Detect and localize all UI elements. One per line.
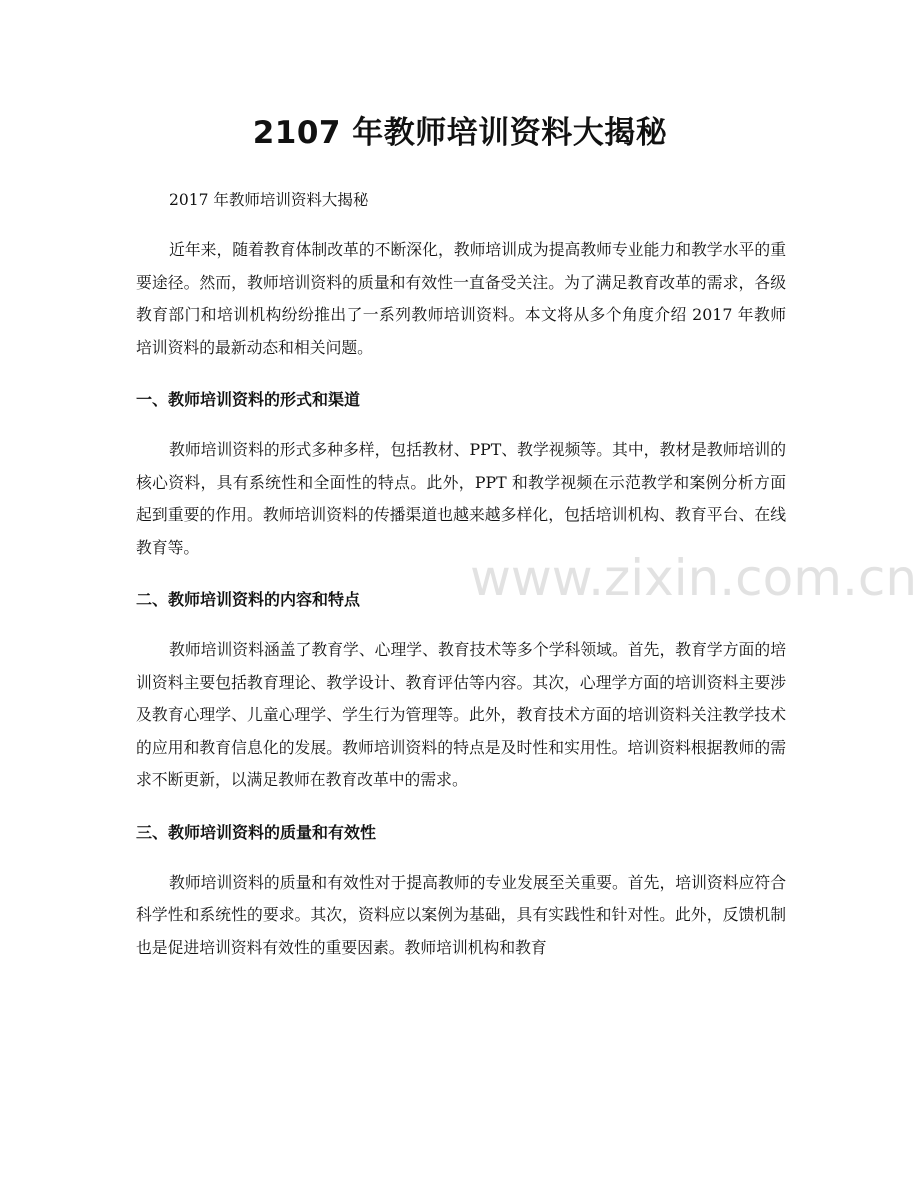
- intro-paragraph: 近年来，随着教育体制改革的不断深化，教师培训成为提高教师专业能力和教学水平的重要途径。然而，教师培训资料的质量和有效性一直备受关注。为了满足教育改革的需求，各级教育部门和培训机构纷纷推出了一系列教师培训资料。本文将从多个角度介绍 2017 年教师培训资料的最新动态和相关问题。: [136, 240, 786, 357]
- section-heading-quality-effectiveness: 三、教师培训资料的质量和有效性: [136, 822, 377, 842]
- section-body-content-features: 教师培训资料涵盖了教育学、心理学、教育技术等多个学科领域。首先，教育学方面的培训资料主要包括教育理论、教学设计、教育评估等内容。其次，心理学方面的培训资料主要涉及教育心理学、儿童心理学、学生行为管理等。此外，教育技术方面的培训资料关注教学技术的应用和教育信息化的发展。教师培训资料的特点是及时性和实用性。培训资料根据教师的需求不断更新，以满足教师在教育改革中的需求。: [136, 640, 786, 789]
- section-heading-content-features: 二、教师培训资料的内容和特点: [136, 590, 361, 609]
- watermark: www.zixin.com.cn: [470, 549, 918, 607]
- document-body: [136, 180, 786, 964]
- section-heading-form-channels: 一、教师培训资料的形式和渠道: [136, 390, 361, 409]
- document-title: 2107 年教师培训资料大揭秘: [252, 115, 668, 151]
- section-body-quality-effectiveness: 教师培训资料的质量和有效性对于提高教师的专业发展至关重要。首先，培训资料应符合科学性和系统性的要求。其次，资料应以案例为基础，具有实践性和针对性。此外，反馈机制也是促进培训资料有效性的重要因素。教师培训机构和教育: [136, 872, 786, 957]
- document-subtitle: 2017 年教师培训资料大揭秘: [169, 191, 369, 209]
- section-body-form-channels: 教师培训资料的形式多种多样，包括教材、PPT、教学视频等。其中，教材是教师培训的核心资料，具有系统性和全面性的特点。此外，PPT 和教学视频在示范教学和案例分析方面起到重要的作用。教师培训资料的传播渠道也越来越多样化，包括培训机构、教育平台、在线教育等。: [136, 440, 786, 557]
